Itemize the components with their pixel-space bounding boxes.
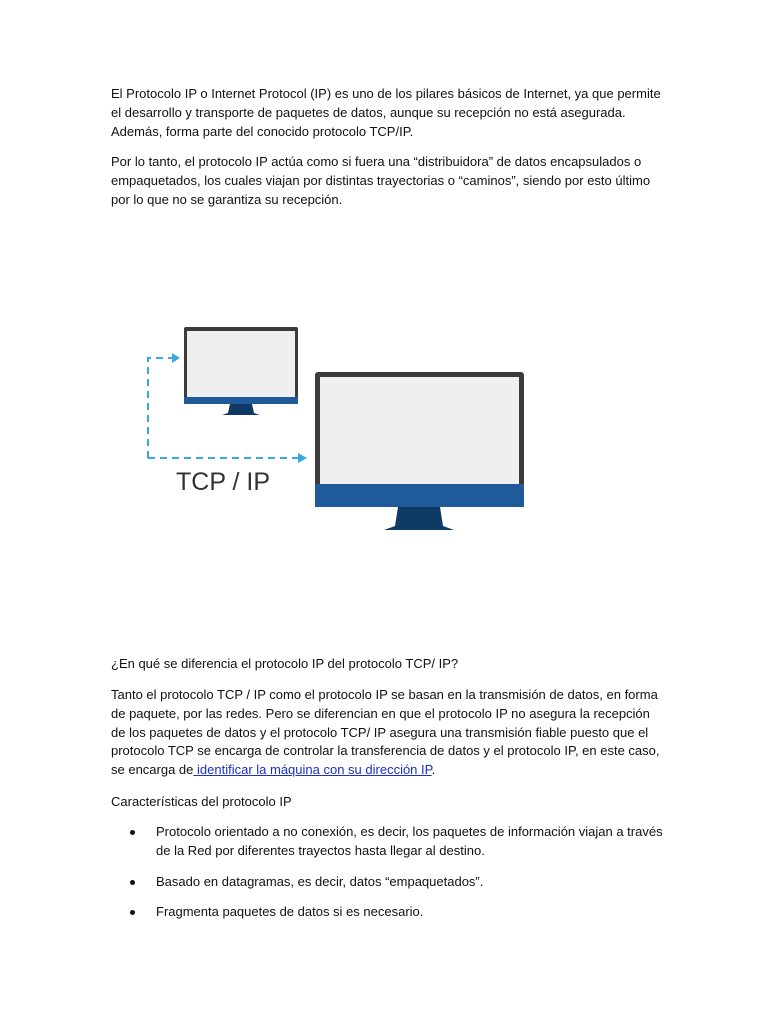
small-monitor-icon: [184, 327, 298, 415]
list-item: [111, 823, 663, 861]
tcp-ip-diagram: [140, 320, 530, 540]
bullet-icon: [130, 910, 135, 915]
bullet-icon: [130, 880, 135, 885]
difference-end: .: [431, 762, 436, 778]
difference-paragraph: [111, 686, 663, 780]
section-heading-characteristics: Características del protocolo IP: [111, 794, 292, 809]
bullet-icon: [130, 830, 135, 835]
identify-machine-link[interactable]: identificar la máquina con su dirección IP: [193, 762, 432, 778]
dashed-arrow-to-large-monitor: [148, 453, 307, 463]
list-item: [111, 873, 663, 892]
intro-paragraph: El Protocolo IP o Internet Protocol (IP) es uno de los pilares básicos de Internet, ya que permite el desarrollo y transporte de paquetes de datos, aunque su recepción no está asegurada. Además, forma parte del conocido protocolo TCP/IP.: [111, 86, 661, 139]
second-paragraph: Por lo tanto, el protocolo IP actúa como si fuera una “distribuidora” de datos encapsulados o empaquetados, los cuales viajan por distintas trayectorias o “caminos”, siendo por esto último por lo que no se garantiza su recepción.: [111, 154, 651, 207]
dashed-arrow-to-small-monitor: [148, 353, 180, 458]
section-heading-difference: ¿En qué se diferencia el protocolo IP del protocolo TCP/ IP?: [111, 656, 459, 671]
difference-text: Tanto el protocolo TCP / IP como el protocolo IP se basan en la transmisión de datos, en forma de paquete, por las redes. Pero se diferencian en que el protocolo IP no asegura la recepción de los paquetes de datos y el protocolo TCP/ IP asegura una transmisión fiable puesto que el protocolo TCP se encarga de controlar la transferencia de datos y el protocolo IP, en este caso, se encarga de: [111, 687, 660, 778]
list-item-text: Protocolo orientado a no conexión, es decir, los paquetes de información viajan a través de la Red por diferentes trayectos hasta llegar al destino.: [156, 824, 663, 858]
list-item-text: Fragmenta paquetes de datos si es necesario.: [156, 904, 424, 920]
large-monitor-icon: [315, 372, 524, 530]
tcp-ip-label: TCP / IP: [176, 468, 271, 496]
list-item-text: Basado en datagramas, es decir, datos “empaquetados”.: [156, 873, 484, 889]
characteristics-list: [111, 823, 663, 934]
list-item: [111, 903, 663, 922]
